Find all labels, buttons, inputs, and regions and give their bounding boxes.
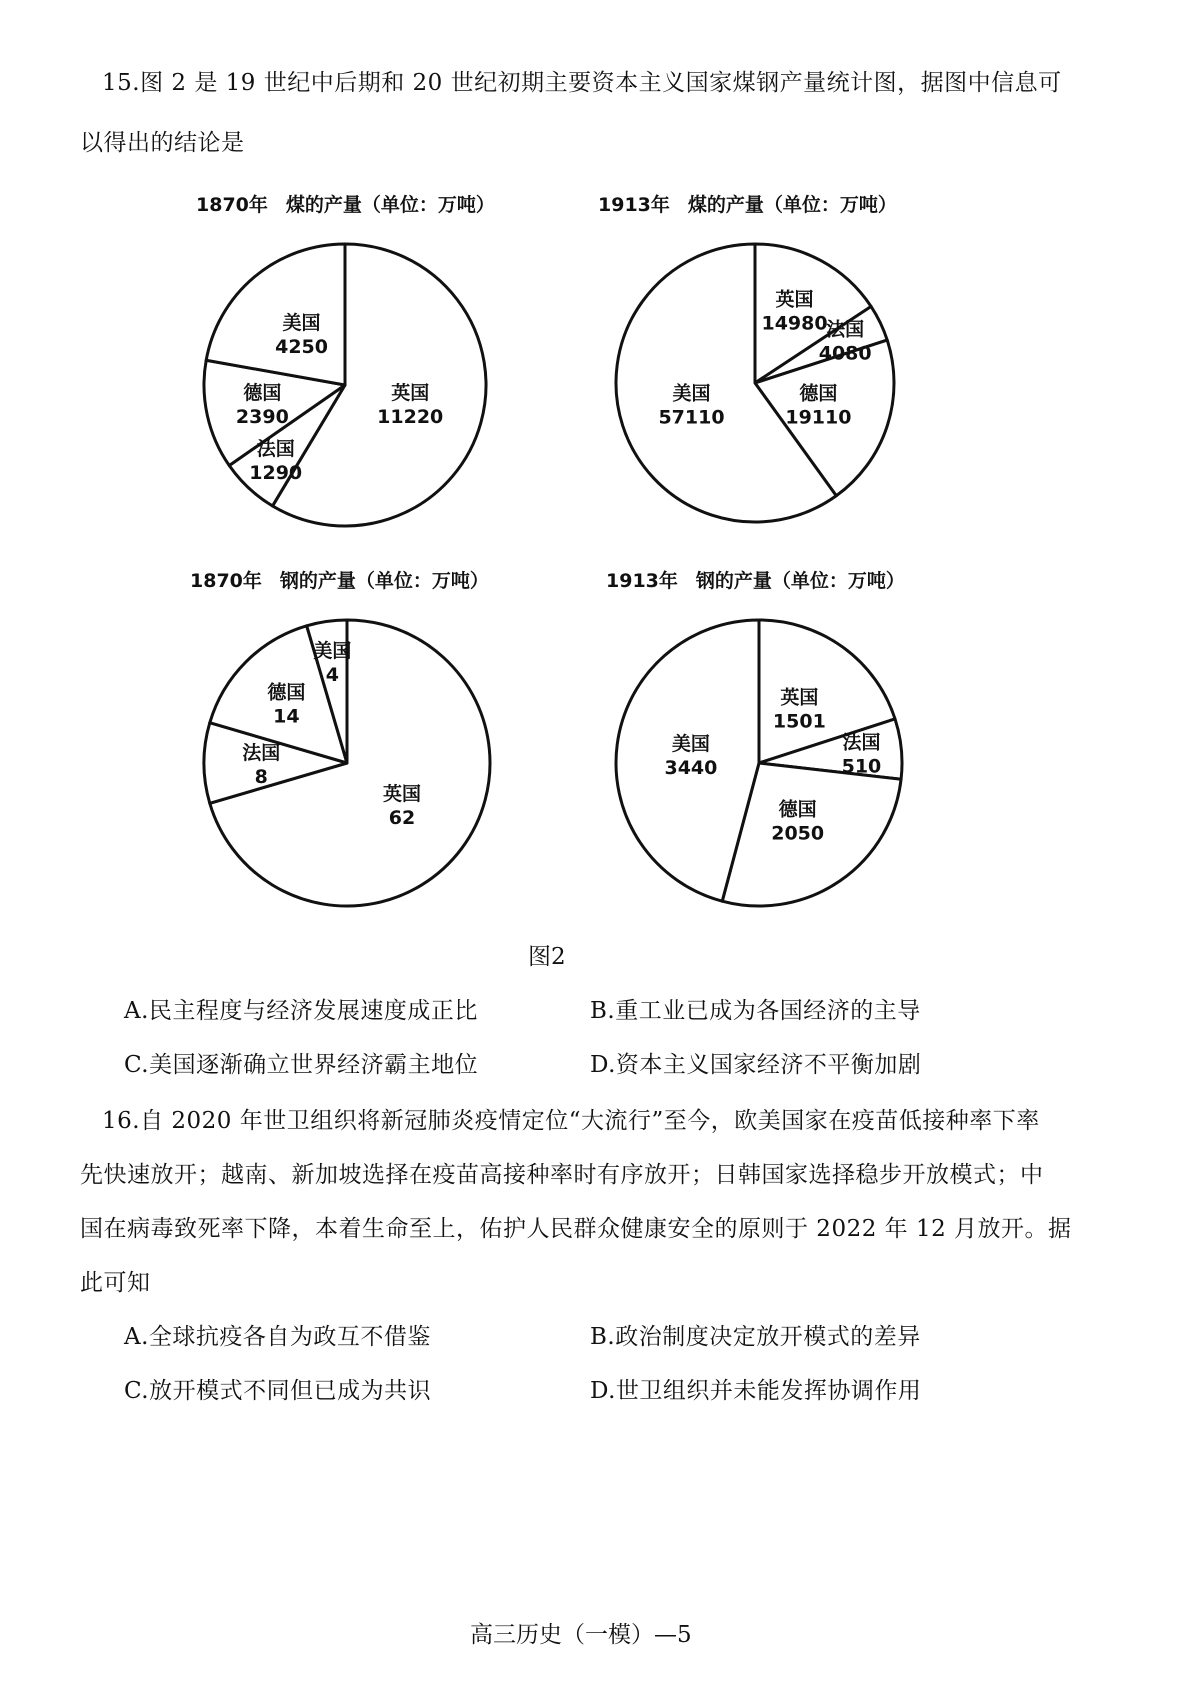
slice-value-germany: 14 [273, 705, 300, 728]
q16-stem-line4: 此可知 [80, 1270, 151, 1296]
slice-label-uk: 英国 [391, 382, 430, 405]
page-footer: 高三历史（一模）—5 [470, 1622, 692, 1648]
chart-title-coal-1870 [196, 190, 495, 217]
pie-chart-steel-1870 [202, 618, 492, 908]
slice-value-uk: 14980 [761, 312, 828, 335]
slice-value-germany: 2390 [235, 406, 289, 429]
chart-year: 1870年 [196, 194, 268, 216]
pie-slice-usa [206, 244, 345, 385]
slice-label-uk: 英国 [382, 783, 421, 806]
slice-label-usa: 美国 [282, 312, 321, 335]
chart-title-text: 钢的产量（单位：万吨） [279, 570, 489, 592]
slice-value-france: 510 [841, 755, 882, 778]
q15-stem-line1: 15.图 2 是 19 世纪中后期和 20 世纪初期主要资本主义国家煤钢产量统计图，据图中信息可 [102, 70, 1062, 96]
q16-stem-line3: 国在病毒致死率下降，本着生命至上，佑护人民群众健康安全的原则于 2022 年 12 月放开。据 [80, 1216, 1072, 1242]
slice-value-uk: 11220 [377, 406, 444, 429]
slice-label-usa: 美国 [313, 640, 352, 663]
q15-stem-line2: 以得出的结论是 [80, 130, 245, 156]
q16-option-d[interactable]: D.世卫组织并未能发挥协调作用 [590, 1378, 922, 1404]
slice-label-france: 法国 [826, 318, 865, 341]
slice-label-germany: 德国 [799, 382, 838, 405]
chart-title-text: 煤的产量（单位：万吨） [285, 194, 495, 216]
slice-value-france: 1290 [249, 462, 303, 485]
slice-value-uk: 62 [388, 807, 416, 830]
pie-chart-coal-1913 [614, 242, 896, 524]
pie-chart-coal-1870 [202, 242, 488, 528]
slice-label-usa: 美国 [671, 733, 710, 756]
slice-label-france: 法国 [242, 742, 281, 764]
slice-label-uk: 英国 [780, 686, 819, 709]
slice-label-uk: 英国 [775, 288, 814, 311]
chart-title-text: 钢的产量（单位：万吨） [695, 570, 905, 592]
slice-value-germany: 2050 [771, 822, 825, 845]
slice-value-usa: 4250 [275, 336, 328, 359]
slice-label-germany: 德国 [243, 382, 282, 405]
q16-stem-line1: 16.自 2020 年世卫组织将新冠肺炎疫情定位“大流行”至今，欧美国家在疫苗低接种率下率 [102, 1108, 1040, 1134]
slice-value-usa: 57110 [658, 406, 725, 429]
chart-title-coal-1913 [598, 190, 897, 217]
chart-title-steel-1870 [190, 566, 489, 593]
chart-year: 1870年 [190, 570, 262, 592]
slice-value-germany: 19110 [785, 406, 852, 429]
q16-option-a[interactable]: A.全球抗疫各自为政互不借鉴 [124, 1324, 431, 1350]
chart-title-text: 煤的产量（单位：万吨） [687, 194, 897, 216]
slice-value-uk: 1501 [772, 710, 826, 733]
slice-value-france: 4080 [818, 342, 872, 365]
q16-stem-line2: 先快速放开；越南、新加坡选择在疫苗高接种率时有序放开；日韩国家选择稳步开放模式；中 [80, 1162, 1044, 1188]
chart-year: 1913年 [606, 570, 678, 592]
q15-option-b[interactable]: B.重工业已成为各国经济的主导 [590, 998, 921, 1024]
figure-caption: 图2 [528, 944, 566, 970]
slice-label-france: 法国 [842, 731, 881, 754]
slice-value-france: 8 [254, 766, 268, 788]
slice-label-usa: 美国 [672, 382, 711, 405]
q15-option-d[interactable]: D.资本主义国家经济不平衡加剧 [590, 1052, 922, 1078]
pie-chart-steel-1913 [614, 618, 904, 908]
slice-label-germany: 德国 [267, 681, 306, 704]
q16-option-b[interactable]: B.政治制度决定放开模式的差异 [590, 1324, 921, 1350]
q15-option-c[interactable]: C.美国逐渐确立世界经济霸主地位 [124, 1052, 479, 1078]
chart-year: 1913年 [598, 194, 670, 216]
slice-value-usa: 4 [325, 664, 339, 687]
slice-label-france: 法国 [256, 438, 295, 461]
q15-option-a[interactable]: A.民主程度与经济发展速度成正比 [124, 998, 478, 1024]
slice-value-usa: 3440 [664, 757, 718, 780]
chart-title-steel-1913 [606, 566, 905, 593]
q16-option-c[interactable]: C.放开模式不同但已成为共识 [124, 1378, 432, 1404]
slice-label-germany: 德国 [778, 798, 817, 821]
